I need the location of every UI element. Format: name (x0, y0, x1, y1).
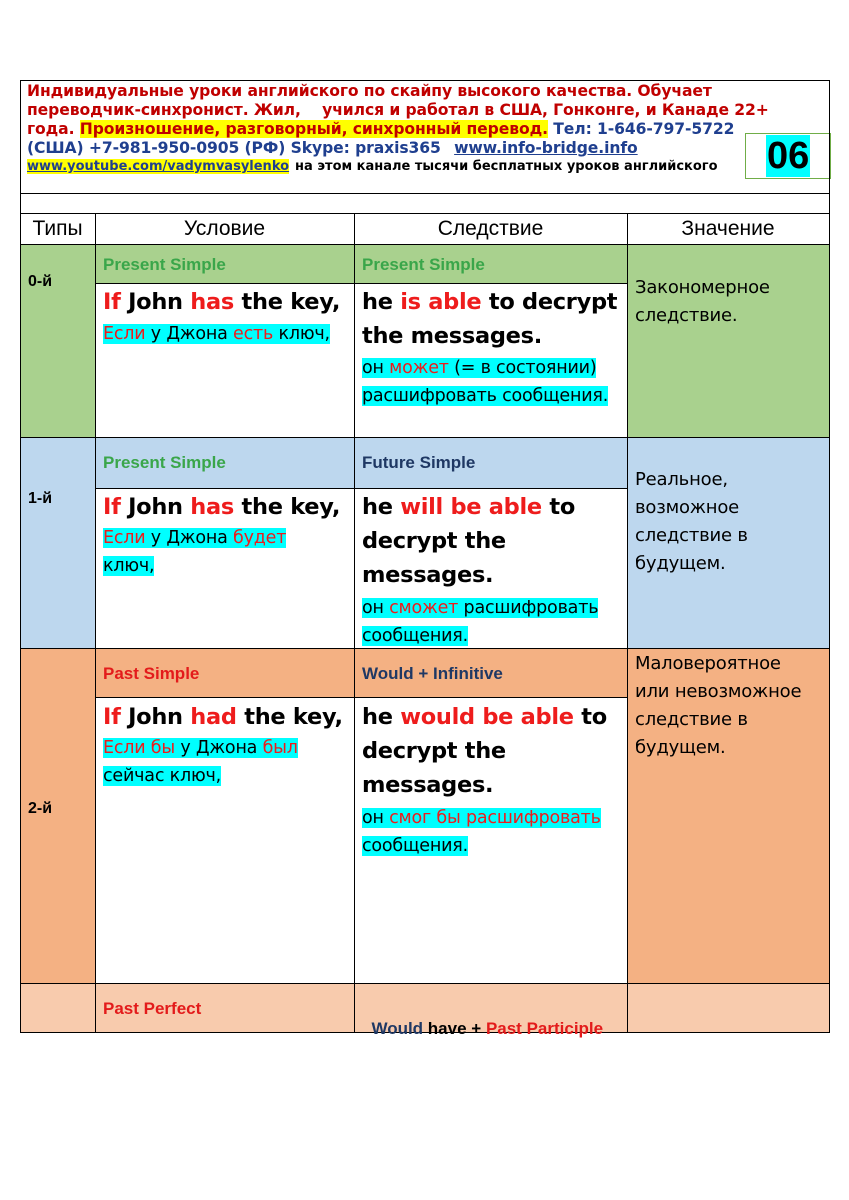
grid-h6 (95, 488, 627, 489)
row1-cond-ru: Если у Джона будет ключ, (103, 528, 287, 576)
row2-cons-tense: Would + Infinitive (362, 664, 503, 683)
header-line-5 (27, 158, 718, 176)
header-services: Произношение, разговорный, синхронный перевод. (79, 120, 548, 138)
grid-h5 (20, 437, 830, 438)
row2-cond-en: If John had the key, (103, 704, 343, 730)
row1-cond-tense: Present Simple (103, 453, 226, 472)
row0-cond-ru: Если у Джона есть ключ, (103, 324, 330, 344)
header-contacts: (США) +7-981-950-0905 (РФ) Skype: praxis365 (27, 139, 441, 157)
grid-top (20, 80, 830, 81)
row2-cons-en: he would be able to decrypt the messages. (362, 704, 607, 798)
row1-type: 1-й (28, 490, 53, 507)
grid-v1 (95, 213, 96, 1033)
row0-type: 0-й (28, 273, 53, 290)
row0-cond-en: If John has the key, (103, 289, 341, 315)
row2-cond-ru: Если бы у Джона был сейчас ключ, (103, 738, 298, 786)
col-header-meaning: Значение (681, 217, 775, 240)
website-link[interactable]: www.info-bridge.info (454, 139, 638, 157)
row2-meaning: Маловероятное или невозможное следствие в будущем. (635, 653, 802, 758)
row1-cons-tense: Future Simple (362, 453, 476, 472)
lesson-number: 06 (767, 135, 810, 177)
col-header-consequence: Следствие (437, 217, 544, 240)
row0-cons-tense: Present Simple (362, 255, 485, 274)
grid-h8 (95, 697, 627, 698)
header-phone: Тел: 1-646-797-5722 (553, 120, 735, 138)
row0-meaning: Закономерное следствие. (635, 277, 770, 326)
row2-type: 2-й (28, 800, 53, 817)
grid-h1 (20, 193, 830, 194)
grid-right (829, 80, 830, 1033)
youtube-note: на этом канале тысячи бесплатных уроков английского (295, 159, 718, 174)
row0-cons-ru: он может (= в состоянии) расшифровать сообщения. (362, 358, 609, 406)
row2-cons-ru: он смог бы расшифровать сообщения. (362, 808, 601, 856)
header-years: года. (27, 120, 75, 138)
header-line-2: переводчик-синхронист. Жил, учился и работал в США, Гонконге, и Канаде 22+ (27, 101, 769, 119)
row1-meaning: Реальное, возможное следствие в будущем. (635, 469, 748, 574)
row2-cond-tense: Past Simple (103, 664, 200, 683)
header-line-3 (27, 120, 817, 139)
col-header-condition: Условие (183, 217, 266, 240)
row1-cons-en: he will be able to decrypt the messages. (362, 494, 575, 588)
grid-h9 (20, 983, 830, 984)
row1-cons-ru: он сможет расшифровать сообщения. (362, 598, 599, 646)
col-header-types: Типы (32, 217, 83, 240)
row3-cond-tense: Past Perfect (103, 999, 202, 1018)
header-block (27, 82, 817, 158)
row1-type-bg (20, 437, 95, 649)
grid-h3 (20, 244, 830, 245)
grid-v2 (354, 213, 355, 1033)
youtube-link[interactable]: www.youtube.com/vadymvasylenko (27, 159, 290, 174)
row3-cons-tense: Would have + Past Participle (371, 1019, 604, 1038)
header-line-4 (27, 139, 817, 158)
grid-h4 (95, 283, 627, 284)
row0-cons-en: he is able to decrypt the messages. (362, 289, 618, 349)
header-line-1: Индивидуальные уроки английского по скайпу высокого качества. Обучает (27, 82, 712, 100)
grid-h2 (20, 213, 830, 214)
grid-v3 (627, 213, 628, 1033)
lesson-badge (745, 133, 831, 179)
row1-cond-en: If John has the key, (103, 494, 341, 520)
row0-cond-tense: Present Simple (103, 255, 226, 274)
